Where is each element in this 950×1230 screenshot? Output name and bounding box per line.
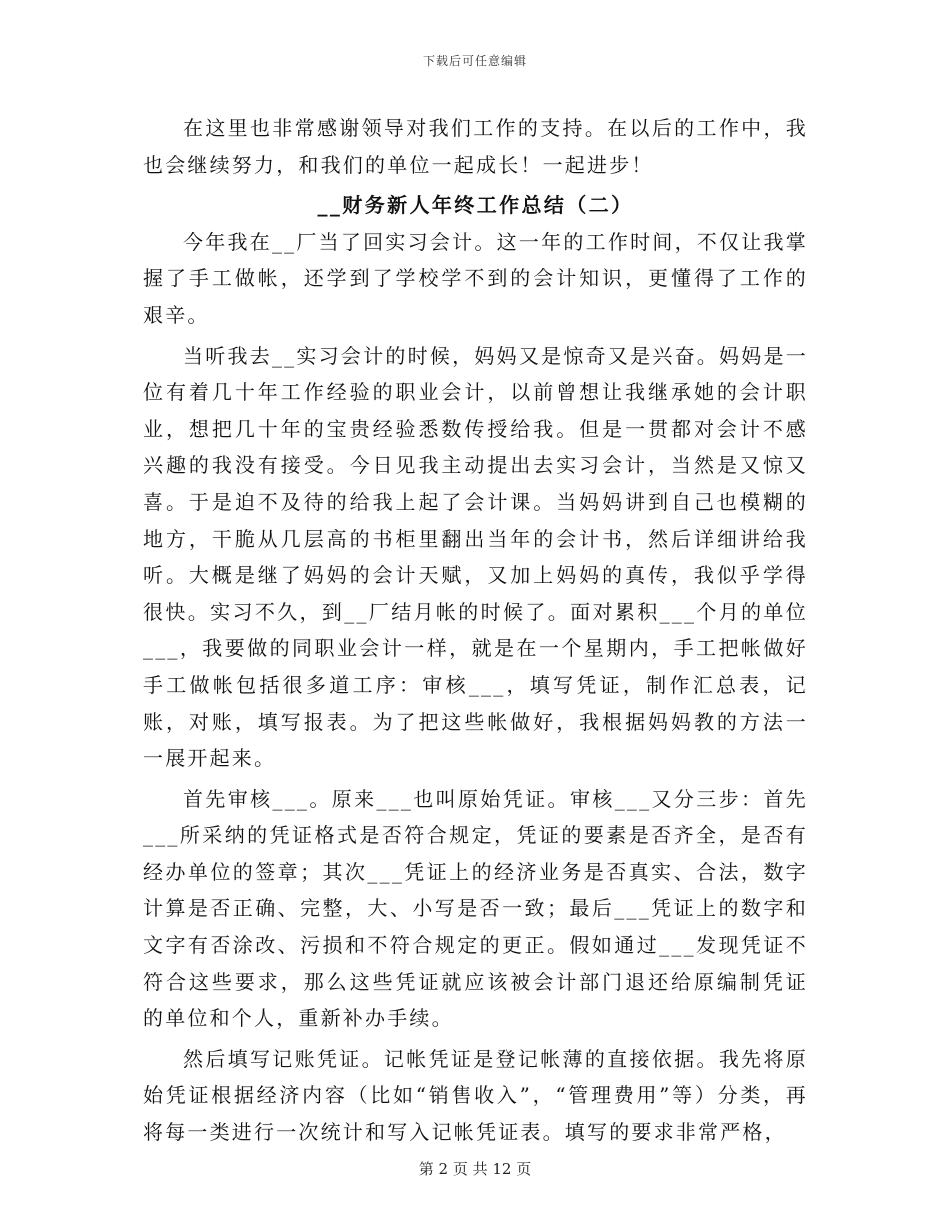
paragraph-voucher: 然后填写记账凭证。记帐凭证是登记帐薄的直接依据。我先将原始凭证根据经济内容（比如“销售收入”，“管理费用”等）分类，再将每一类进行一次统计和写入记帐凭证表。填写的要求非常严格， bbox=[143, 1046, 808, 1145]
paragraph-mother: 当听我去__实习会计的时候，妈妈又是惊奇又是兴奋。妈妈是一位有着几十年工作经验的职业会计，以前曾想让我继承她的会计职业，想把几十年的宝贵经验悉数传授给我。但是一贯都对会计不感兴趣的我没有接受。今日见我主动提出去实习会计，当然是又惊又喜。于是迫不及待的给我上起了会计课。当妈妈讲到自己也模糊的地方，干脆从几层高的书柜里翻出当年的会计书，然后详细讲给我听。大概是继了妈妈的会计天赋，又加上妈妈的真传，我似乎学得很快。实习不久，到__厂结月帐的时候了。面对累积___个月的单位___，我要做的同职业会计一样，就是在一个星期内，手工把帐做好手工做帐包括很多道工序：审核___，填写凭证，制作汇总表，记账，对账，填写报表。为了把这些帐做好，我根据妈妈教的方法一一展开起来。 bbox=[143, 343, 808, 771]
document-body bbox=[143, 110, 808, 1155]
paragraph-audit: 首先审核___。原来___也叫原始凭证。审核___又分三步：首先___所采纳的凭证格式是否符合规定，凭证的要素是否齐全，是否有经办单位的签章；其次___凭证上的经济业务是否真实、合法，数字计算是否正确、完整，大、小写是否一致；最后___凭证上的数字和文字有否涂改、污损和不符合规定的更正。假如通过___发现凭证不符合这些要求，那么这些凭证就应该被会计部门退还给原编制凭证的单位和个人，重新补办手续。 bbox=[143, 786, 808, 1031]
paragraph-intro: 今年我在__厂当了回实习会计。这一年的工作时间，不仅让我掌握了手工做帐，还学到了学校学不到的会计知识，更懂得了工作的艰辛。 bbox=[143, 229, 808, 327]
page-footer: 第 2 页 共 12 页 bbox=[418, 1160, 532, 1178]
paragraph-closing: 在这里也非常感谢领导对我们工作的支持。在以后的工作中，我也会继续努力，和我们的单位一起成长！一起进步！ bbox=[143, 116, 808, 177]
section-title: __财务新人年终工作总结（二） bbox=[317, 193, 634, 218]
page-header: 下载后可任意编辑 bbox=[422, 54, 527, 68]
